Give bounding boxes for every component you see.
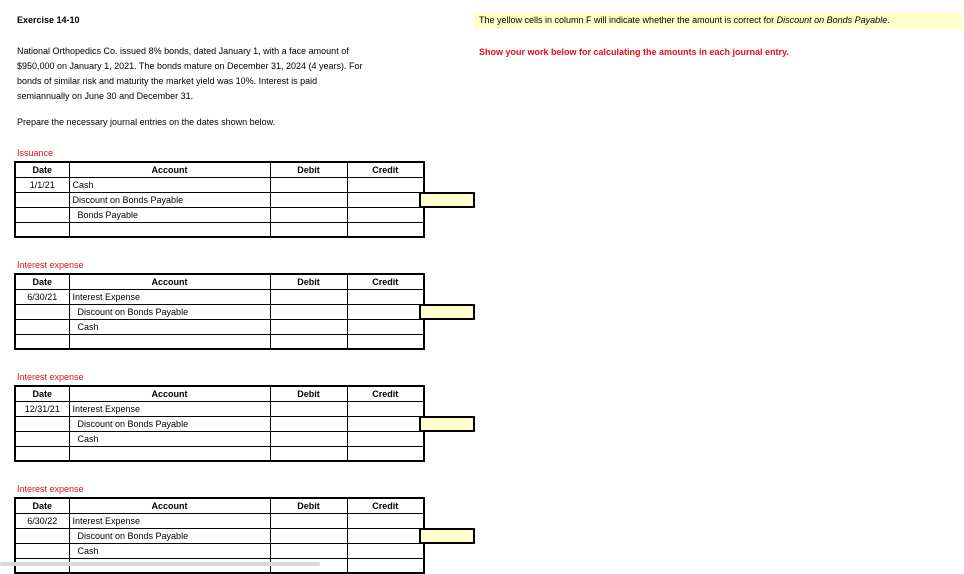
header-row [15,386,424,401]
discount-check-cell [419,416,475,432]
journal-row [15,431,424,446]
credit-cell[interactable] [347,446,424,461]
date-cell[interactable] [15,431,69,446]
instructions: Prepare the necessary journal entries on the dates shown below. [17,117,276,127]
problem-line: National Orthopedics Co. issued 8% bonds, dated January 1, with a face amount of [17,46,349,56]
account-cell[interactable]: Bonds Payable [69,207,270,222]
date-cell[interactable] [15,334,69,349]
account-cell[interactable]: Interest Expense [69,289,270,304]
yellow-cells-note [474,12,962,29]
date-cell[interactable] [15,304,69,319]
header-row [15,498,424,513]
debit-cell[interactable] [270,304,347,319]
journal-row [15,192,424,207]
account-cell[interactable]: Cash [69,319,270,334]
journal-row [15,177,424,192]
header-row [15,162,424,177]
date-cell[interactable] [15,192,69,207]
date-header: Date [15,274,69,289]
problem-line: $950,000 on January 1, 2021. The bonds mature on December 31, 2024 (4 years). For [17,61,363,71]
credit-cell[interactable] [347,513,424,528]
debit-cell[interactable] [270,319,347,334]
credit-cell[interactable] [347,304,424,319]
problem-line: semiannually on June 30 and December 31. [17,91,194,101]
journal-entry-table [14,385,425,462]
account-header: Account [69,498,270,513]
credit-cell[interactable] [347,222,424,237]
journal-entry-table [14,273,425,350]
debit-cell[interactable] [270,543,347,558]
header-row [15,274,424,289]
journal-row [15,543,424,558]
credit-cell[interactable] [347,207,424,222]
show-work-instruction: Show your work below for calculating the amounts in each journal entry. [479,47,789,57]
account-cell[interactable]: Interest Expense [69,513,270,528]
credit-header: Credit [347,274,424,289]
account-cell[interactable] [69,446,270,461]
note-suffix: . [887,15,890,25]
account-cell[interactable]: Discount on Bonds Payable [69,528,270,543]
debit-cell[interactable] [270,431,347,446]
journal-row [15,401,424,416]
account-cell[interactable] [69,222,270,237]
date-cell[interactable]: 12/31/21 [15,401,69,416]
credit-cell[interactable] [347,528,424,543]
date-cell[interactable] [15,528,69,543]
credit-cell[interactable] [347,334,424,349]
debit-header: Debit [270,162,347,177]
debit-header: Debit [270,386,347,401]
journal-row [15,416,424,431]
date-cell[interactable] [15,222,69,237]
credit-cell[interactable] [347,543,424,558]
discount-check-cell [419,192,475,208]
credit-cell[interactable] [347,401,424,416]
credit-cell[interactable] [347,319,424,334]
account-cell[interactable]: Discount on Bonds Payable [69,416,270,431]
section-label: Interest expense [17,260,84,270]
credit-header: Credit [347,498,424,513]
debit-cell[interactable] [270,334,347,349]
credit-header: Credit [347,386,424,401]
journal-row [15,528,424,543]
debit-cell[interactable] [270,446,347,461]
credit-cell[interactable] [347,416,424,431]
account-cell[interactable]: Interest Expense [69,401,270,416]
debit-cell[interactable] [270,207,347,222]
credit-cell[interactable] [347,289,424,304]
note-text: The yellow cells in column F will indicate whether the amount is correct for [479,15,777,25]
problem-line: bonds of similar risk and maturity the market yield was 10%. Interest is paid [17,76,318,86]
credit-cell[interactable] [347,192,424,207]
date-header: Date [15,498,69,513]
section-label: Interest expense [17,484,84,494]
debit-cell[interactable] [270,401,347,416]
date-cell[interactable] [15,207,69,222]
section-label: Interest expense [17,372,84,382]
journal-row [15,222,424,237]
credit-cell[interactable] [347,431,424,446]
journal-row [15,289,424,304]
journal-row [15,446,424,461]
debit-header: Debit [270,498,347,513]
note-italic-text: Discount on Bonds Payable [776,15,888,25]
problem-description [17,44,437,104]
account-cell[interactable]: Cash [69,431,270,446]
debit-header: Debit [270,274,347,289]
section-label: Issuance [17,148,54,158]
account-header: Account [69,386,270,401]
discount-check-cell [419,528,475,544]
exercise-title: Exercise 14-10 [17,15,80,25]
debit-cell[interactable] [270,192,347,207]
account-header: Account [69,162,270,177]
debit-cell[interactable] [270,528,347,543]
journal-row [15,207,424,222]
credit-header: Credit [347,162,424,177]
journal-row [15,319,424,334]
account-cell[interactable]: Cash [69,543,270,558]
account-cell[interactable]: Discount on Bonds Payable [69,192,270,207]
journal-row [15,513,424,528]
debit-cell[interactable] [270,416,347,431]
debit-cell[interactable] [270,177,347,192]
date-cell[interactable] [15,416,69,431]
date-header: Date [15,162,69,177]
credit-cell[interactable] [347,177,424,192]
journal-row [15,304,424,319]
date-cell[interactable] [15,319,69,334]
debit-cell[interactable] [270,513,347,528]
date-cell[interactable]: 6/30/21 [15,289,69,304]
account-cell[interactable]: Cash [69,177,270,192]
date-cell[interactable] [15,446,69,461]
debit-cell[interactable] [270,222,347,237]
account-header: Account [69,274,270,289]
date-cell[interactable]: 1/1/21 [15,177,69,192]
account-cell[interactable] [69,334,270,349]
date-cell[interactable]: 6/30/22 [15,513,69,528]
journal-row [15,334,424,349]
journal-entry-table [14,161,425,238]
discount-check-cell [419,304,475,320]
date-header: Date [15,386,69,401]
horizontal-scrollbar[interactable] [0,562,320,566]
date-cell[interactable] [15,543,69,558]
debit-cell[interactable] [270,289,347,304]
account-cell[interactable]: Discount on Bonds Payable [69,304,270,319]
